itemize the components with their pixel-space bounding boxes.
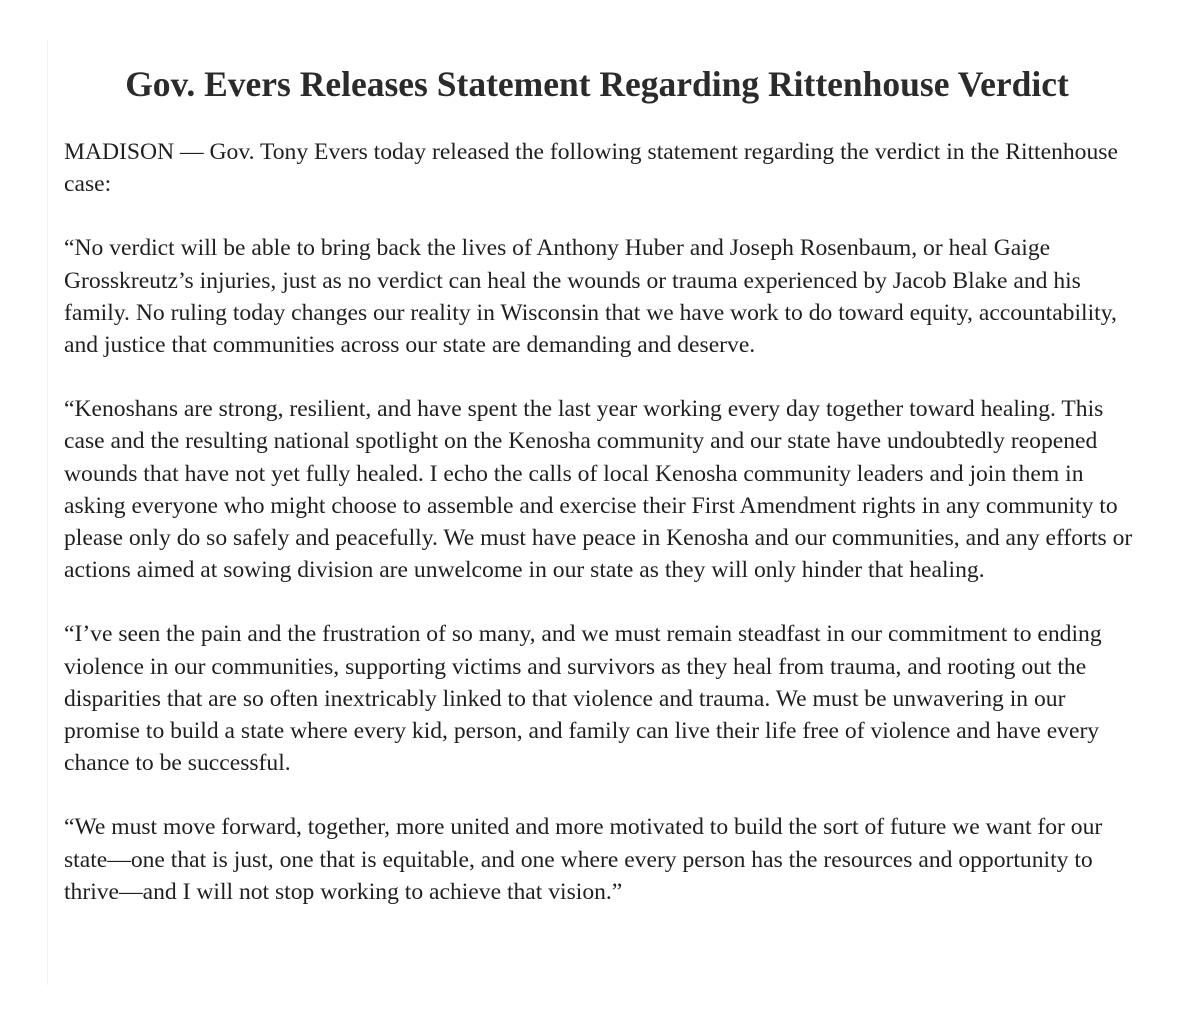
- paragraph-quote-2: “Kenoshans are strong, resilient, and have spent the last year working every day together toward healing. This case and the resulting national spotlight on the Kenosha community and our state have undoubtedly reopened wounds that have not yet fully healed. I echo the calls of local Kenosha community leaders and join them in asking everyone who might choose to assemble and exercise their First Amendment rights in any community to please only do so safely and peacefully. We must have peace in Kenosha and our communities, and any efforts or actions aimed at sowing division are unwelcome in our state as they will only hinder that healing.: [64, 396, 1133, 584]
- statement-body: [64, 136, 1144, 908]
- paragraph-intro: MADISON — Gov. Tony Evers today released the following statement regarding the verdict in the Rittenhouse case:: [64, 139, 1118, 198]
- page-title: Gov. Evers Releases Statement Regarding Rittenhouse Verdict: [125, 64, 1069, 104]
- paragraph-quote-1: “No verdict will be able to bring back the lives of Anthony Huber and Joseph Rosenbaum, or heal Gaige Grosskreutz’s injuries, just as no verdict can heal the wounds or trauma experienced by Jacob Blake and his family. No ruling today changes our reality in Wisconsin that we have work to do toward equity, accountability, and justice that communities across our state are demanding and deserve.: [64, 235, 1117, 359]
- left-divider: [47, 40, 48, 985]
- paragraph-quote-3: “I’ve seen the pain and the frustration of so many, and we must remain steadfast in our commitment to ending violence in our communities, supporting victims and survivors as they heal from trauma, and rooting out the disparities that are so often inextricably linked to that violence and trauma. We must be unwavering in our promise to build a state where every kid, person, and family can live their life free of violence and have every chance to be successful.: [64, 621, 1102, 777]
- paragraph-quote-4: “We must move forward, together, more united and more motivated to build the sort of future we want for our state—one that is just, one that is equitable, and one where every person has the resources and opportunity to thrive—and I will not stop working to achieve that vision.”: [64, 814, 1103, 905]
